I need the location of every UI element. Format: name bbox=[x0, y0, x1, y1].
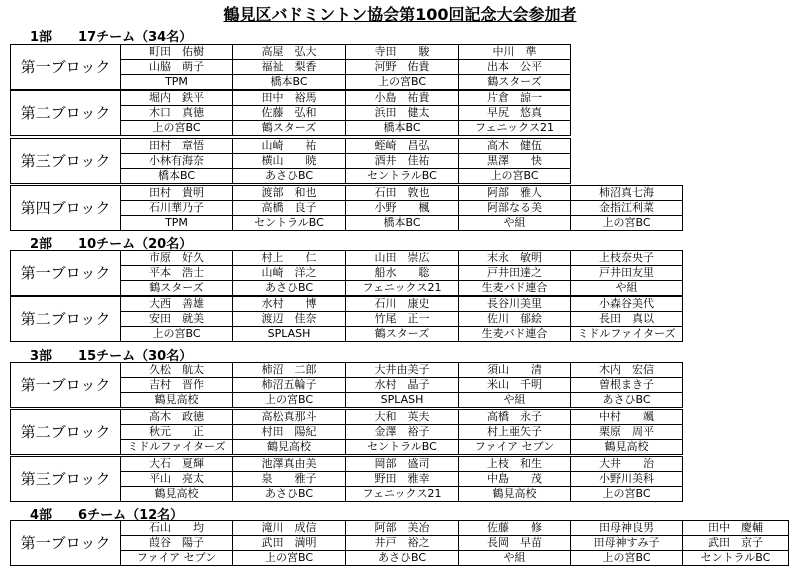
team-cell: 鶴見高校 bbox=[233, 440, 346, 455]
player-cell: 長田 真以 bbox=[571, 312, 683, 327]
player-cell: 片倉 諒一 bbox=[459, 91, 571, 106]
division-heading: 4部 6チーム（12名） bbox=[30, 508, 184, 523]
table-row bbox=[11, 521, 789, 536]
player-cell: 小野川美科 bbox=[571, 472, 683, 487]
table-row bbox=[11, 139, 571, 154]
player-cell: 中川 準 bbox=[459, 45, 571, 60]
team-cell: 鶴見高校 bbox=[121, 393, 233, 408]
table-row bbox=[11, 551, 789, 566]
team-cell: セントラルBC bbox=[233, 216, 346, 231]
block-name: 第一ブロック bbox=[11, 45, 121, 90]
player-cell: 大井 治 bbox=[571, 457, 683, 472]
player-cell: 野田 雅幸 bbox=[346, 472, 459, 487]
player-cell: 蛭崎 昌弘 bbox=[346, 139, 459, 154]
player-cell: 高橋 良子 bbox=[233, 201, 346, 216]
block-table bbox=[10, 520, 789, 566]
block-table bbox=[10, 90, 571, 136]
player-cell: 柿沼五輪子 bbox=[233, 378, 346, 393]
player-cell: 大石 夏輝 bbox=[121, 457, 233, 472]
block-table bbox=[10, 456, 683, 502]
player-cell: 戸井田友里 bbox=[571, 266, 683, 281]
player-cell: 末永 敏明 bbox=[459, 251, 571, 266]
team-cell: 上の宮BC bbox=[346, 75, 459, 90]
player-cell: 木内 宏信 bbox=[571, 363, 683, 378]
team-cell: ファイア セブン bbox=[121, 551, 233, 566]
team-cell: 上の宮BC bbox=[571, 551, 683, 566]
block-table bbox=[10, 138, 571, 184]
player-cell: 中島 茂 bbox=[459, 472, 571, 487]
player-cell: 山田 崇広 bbox=[346, 251, 459, 266]
table-row bbox=[11, 410, 683, 425]
player-cell: 福祉 梨香 bbox=[233, 60, 346, 75]
player-cell: 田村 貴明 bbox=[121, 186, 233, 201]
player-cell: 堀内 鉄平 bbox=[121, 91, 233, 106]
team-cell: あさひBC bbox=[346, 551, 459, 566]
block-table bbox=[10, 409, 683, 455]
block-name: 第三ブロック bbox=[11, 457, 121, 502]
player-cell: 滝川 成信 bbox=[233, 521, 346, 536]
team-cell: セントラルBC bbox=[683, 551, 789, 566]
team-cell: や組 bbox=[459, 216, 571, 231]
player-cell: 田母神すみ子 bbox=[571, 536, 683, 551]
player-cell: 高木 政徳 bbox=[121, 410, 233, 425]
player-cell: 石川華乃子 bbox=[121, 201, 233, 216]
division-heading: 2部 10チーム（20名） bbox=[30, 237, 193, 252]
team-cell: セントラルBC bbox=[346, 440, 459, 455]
player-cell: 柿沼真七海 bbox=[571, 186, 683, 201]
player-cell: 大西 善雄 bbox=[121, 297, 233, 312]
player-cell: 石田 敦也 bbox=[346, 186, 459, 201]
block-name: 第二ブロック bbox=[11, 297, 121, 342]
table-row bbox=[11, 251, 683, 266]
player-cell: 米山 千明 bbox=[459, 378, 571, 393]
player-cell: 池澤真由美 bbox=[233, 457, 346, 472]
player-cell: 竹尾 正一 bbox=[346, 312, 459, 327]
page-title: 鶴見区バドミントン協会第100回記念大会参加者 bbox=[223, 5, 577, 24]
player-cell: 戸井田達之 bbox=[459, 266, 571, 281]
team-cell: や組 bbox=[459, 393, 571, 408]
block-table bbox=[10, 185, 683, 231]
player-cell: 阿部 美冶 bbox=[346, 521, 459, 536]
team-cell: 鶴スターズ bbox=[233, 121, 346, 136]
player-cell: 船水 聡 bbox=[346, 266, 459, 281]
team-cell: 鶴スターズ bbox=[346, 327, 459, 342]
team-cell: 橋本BC bbox=[346, 216, 459, 231]
player-cell: 武田 満明 bbox=[233, 536, 346, 551]
player-cell: 吉村 晋作 bbox=[121, 378, 233, 393]
table-row bbox=[11, 297, 683, 312]
player-cell: 山脇 萌子 bbox=[121, 60, 233, 75]
player-cell: 高松真那斗 bbox=[233, 410, 346, 425]
player-cell: 秋元 正 bbox=[121, 425, 233, 440]
player-cell: 長谷川美里 bbox=[459, 297, 571, 312]
team-cell: フェニックス21 bbox=[346, 487, 459, 502]
team-cell: TPM bbox=[121, 216, 233, 231]
player-cell: 須山 清 bbox=[459, 363, 571, 378]
team-cell: ミドルファイターズ bbox=[571, 327, 683, 342]
division-heading: 3部 15チーム（30名） bbox=[30, 349, 193, 364]
player-cell: 河野 佑貴 bbox=[346, 60, 459, 75]
player-cell: 村田 陽紀 bbox=[233, 425, 346, 440]
player-cell: 武田 京子 bbox=[683, 536, 789, 551]
player-cell: 横山 暁 bbox=[233, 154, 346, 169]
player-cell: 高木 健伍 bbox=[459, 139, 571, 154]
player-cell: 上枝奈央子 bbox=[571, 251, 683, 266]
player-cell: 村上亜矢子 bbox=[459, 425, 571, 440]
block-table bbox=[10, 250, 683, 296]
player-cell: 上枝 和生 bbox=[459, 457, 571, 472]
player-cell: 寺田 駿 bbox=[346, 45, 459, 60]
table-row bbox=[11, 45, 571, 60]
player-cell: 小森谷美代 bbox=[571, 297, 683, 312]
team-cell: あさひBC bbox=[233, 281, 346, 296]
player-cell: 平山 亮太 bbox=[121, 472, 233, 487]
player-cell: 田中 慶輔 bbox=[683, 521, 789, 536]
player-cell: 田村 章悟 bbox=[121, 139, 233, 154]
block-name: 第三ブロック bbox=[11, 139, 121, 184]
team-cell: 生麦バド連合 bbox=[459, 281, 571, 296]
player-cell: 佐藤 修 bbox=[459, 521, 571, 536]
player-cell: 小野 楓 bbox=[346, 201, 459, 216]
team-cell: ファイア セブン bbox=[459, 440, 571, 455]
player-cell: 井戸 裕之 bbox=[346, 536, 459, 551]
division-heading: 1部 17チーム（34名） bbox=[30, 30, 193, 45]
player-cell: 高橋 永子 bbox=[459, 410, 571, 425]
team-cell: フェニックス21 bbox=[346, 281, 459, 296]
player-cell: 佐川 郁絵 bbox=[459, 312, 571, 327]
table-row bbox=[11, 363, 683, 378]
team-cell: SPLASH bbox=[233, 327, 346, 342]
player-cell: 町田 佑樹 bbox=[121, 45, 233, 60]
block-table bbox=[10, 296, 683, 342]
team-cell: あさひBC bbox=[571, 393, 683, 408]
team-cell: 橋本BC bbox=[233, 75, 346, 90]
team-cell: 橋本BC bbox=[346, 121, 459, 136]
player-cell: 木口 真徳 bbox=[121, 106, 233, 121]
team-cell: 上の宮BC bbox=[121, 121, 233, 136]
team-cell: SPLASH bbox=[346, 393, 459, 408]
team-cell: 上の宮BC bbox=[459, 169, 571, 184]
block-name: 第二ブロック bbox=[11, 410, 121, 455]
team-cell: 上の宮BC bbox=[233, 551, 346, 566]
player-cell: 山崎 洋之 bbox=[233, 266, 346, 281]
block-name: 第二ブロック bbox=[11, 91, 121, 136]
block-table bbox=[10, 44, 571, 90]
player-cell: 田中 裕馬 bbox=[233, 91, 346, 106]
player-cell: 高屋 弘大 bbox=[233, 45, 346, 60]
team-cell: 生麦バド連合 bbox=[459, 327, 571, 342]
player-cell: 長岡 早苗 bbox=[459, 536, 571, 551]
player-cell: 市原 好久 bbox=[121, 251, 233, 266]
block-name: 第一ブロック bbox=[11, 363, 121, 408]
table-row bbox=[11, 457, 683, 472]
player-cell: 渡辺 佳奈 bbox=[233, 312, 346, 327]
block-name: 第四ブロック bbox=[11, 186, 121, 231]
player-cell: 早尻 悠真 bbox=[459, 106, 571, 121]
team-cell: 鶴スターズ bbox=[459, 75, 571, 90]
block-name: 第一ブロック bbox=[11, 251, 121, 296]
player-cell: 小林有海奈 bbox=[121, 154, 233, 169]
player-cell: 石川 康史 bbox=[346, 297, 459, 312]
player-cell: 栗原 周平 bbox=[571, 425, 683, 440]
player-cell: 阿部 雅人 bbox=[459, 186, 571, 201]
player-cell: 浜田 健太 bbox=[346, 106, 459, 121]
team-cell: 鶴見高校 bbox=[121, 487, 233, 502]
team-cell: 橋本BC bbox=[121, 169, 233, 184]
player-cell: 曽根まき子 bbox=[571, 378, 683, 393]
player-cell: 金指江利菜 bbox=[571, 201, 683, 216]
player-cell: 岡部 盛司 bbox=[346, 457, 459, 472]
player-cell: 村上 仁 bbox=[233, 251, 346, 266]
player-cell: 山崎 祐 bbox=[233, 139, 346, 154]
player-cell: 安田 就美 bbox=[121, 312, 233, 327]
block-table bbox=[10, 362, 683, 408]
player-cell: 阿部なる美 bbox=[459, 201, 571, 216]
player-cell: 出本 公平 bbox=[459, 60, 571, 75]
player-cell: 渡部 和也 bbox=[233, 186, 346, 201]
player-cell: 大和 英夫 bbox=[346, 410, 459, 425]
player-cell: 大井由美子 bbox=[346, 363, 459, 378]
player-cell: 黒澤 快 bbox=[459, 154, 571, 169]
player-cell: 中村 颯 bbox=[571, 410, 683, 425]
player-cell: 田母神良男 bbox=[571, 521, 683, 536]
player-cell: 平本 浩士 bbox=[121, 266, 233, 281]
player-cell: 金澤 裕子 bbox=[346, 425, 459, 440]
table-row bbox=[11, 186, 683, 201]
player-cell: 佐藤 弘和 bbox=[233, 106, 346, 121]
team-cell: 上の宮BC bbox=[233, 393, 346, 408]
player-cell: 酒井 佳祐 bbox=[346, 154, 459, 169]
team-cell: ミドルファイターズ bbox=[121, 440, 233, 455]
team-cell: や組 bbox=[571, 281, 683, 296]
team-cell: 鶴見高校 bbox=[459, 487, 571, 502]
team-cell: あさひBC bbox=[233, 487, 346, 502]
player-cell: 水村 晶子 bbox=[346, 378, 459, 393]
team-cell: 鶴見高校 bbox=[571, 440, 683, 455]
player-cell: 久松 航太 bbox=[121, 363, 233, 378]
player-cell: 水村 博 bbox=[233, 297, 346, 312]
team-cell: 上の宮BC bbox=[571, 487, 683, 502]
team-cell: 上の宮BC bbox=[121, 327, 233, 342]
player-cell: 石山 均 bbox=[121, 521, 233, 536]
team-cell: 上の宮BC bbox=[571, 216, 683, 231]
table-row bbox=[11, 91, 571, 106]
team-cell: あさひBC bbox=[233, 169, 346, 184]
team-cell: や組 bbox=[459, 551, 571, 566]
player-cell: 葭谷 陽子 bbox=[121, 536, 233, 551]
team-cell: TPM bbox=[121, 75, 233, 90]
block-name: 第一ブロック bbox=[11, 521, 121, 566]
player-cell: 小島 祐貴 bbox=[346, 91, 459, 106]
player-cell: 柿沼 二郎 bbox=[233, 363, 346, 378]
table-row bbox=[11, 536, 789, 551]
player-cell: 泉 雅子 bbox=[233, 472, 346, 487]
team-cell: セントラルBC bbox=[346, 169, 459, 184]
team-cell: フェニックス21 bbox=[459, 121, 571, 136]
team-cell: 鶴スターズ bbox=[121, 281, 233, 296]
